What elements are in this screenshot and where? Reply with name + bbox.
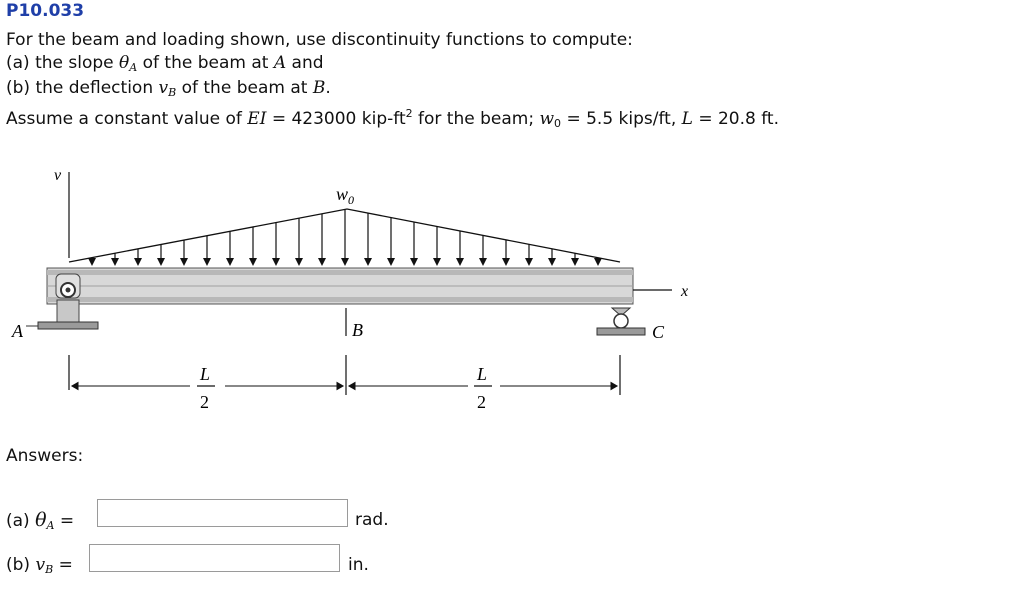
answer-b-label: (b) $v_B$ = — [6, 555, 73, 576]
svg-text:L: L — [200, 364, 211, 384]
load-arrow-head — [318, 258, 326, 266]
load-arrow-head — [203, 258, 211, 266]
load-arrow-head — [410, 258, 418, 266]
load-arrow-head — [111, 258, 119, 266]
svg-text:2: 2 — [200, 392, 209, 412]
dim-label-right — [474, 364, 492, 412]
load-arrow-head — [433, 258, 441, 266]
svg-text:2: 2 — [477, 392, 486, 412]
problem-statement-line1: For the beam and loading shown, use discontinuity functions to compute: — [6, 30, 633, 50]
load-arrow-head — [249, 258, 257, 266]
problem-statement-line3: (b) the deflection $v_B$ of the beam at B. — [6, 78, 331, 99]
answers-heading: Answers: — [6, 446, 84, 466]
deflection-b-unit: in. — [348, 555, 369, 575]
x-axis-label: x — [681, 283, 689, 300]
point-c-label: C — [652, 322, 665, 342]
load-arrow-head — [594, 258, 602, 266]
load-arrow-head — [571, 258, 579, 266]
svg-text:L: L — [477, 364, 488, 384]
load-arrow-head — [134, 258, 142, 266]
load-arrow-head — [479, 258, 487, 266]
load-arrow-head — [88, 258, 96, 266]
load-arrow-head — [341, 258, 349, 266]
slope-a-input[interactable] — [97, 499, 348, 527]
problem-statement-line2: (a) the slope $\theta_A$ of the beam at A and — [6, 53, 324, 74]
load-arrow-head — [157, 258, 165, 266]
load-arrow-head — [295, 258, 303, 266]
load-arrow-head — [548, 258, 556, 266]
v-axis-label: v — [54, 167, 62, 184]
load-arrow-head — [180, 258, 188, 266]
load-arrow-head — [226, 258, 234, 266]
point-a-label: A — [12, 321, 23, 341]
load-arrow-head — [525, 258, 533, 266]
load-arrows — [88, 209, 602, 266]
problem-statement-line4: Assume a constant value of EI = 423000 kip-$ft^2$ for the beam; $w_0 = 5.5$ kips/ft, L = 20.8 ft. — [6, 107, 779, 130]
load-arrow-head — [456, 258, 464, 266]
load-arrow-head — [387, 258, 395, 266]
answer-a-label: (a) $\theta_A$ = — [6, 509, 75, 532]
point-b-label: B — [352, 320, 363, 340]
deflection-b-input[interactable] — [89, 544, 340, 572]
load-label: $w_0$ — [336, 184, 355, 207]
load-arrow-head — [272, 258, 280, 266]
problem-id: P10.033 — [6, 1, 85, 21]
dim-label-left — [197, 364, 215, 412]
slope-a-unit: rad. — [355, 510, 389, 530]
roller-support-c — [597, 308, 645, 335]
load-arrow-head — [364, 258, 372, 266]
load-arrow-head — [502, 258, 510, 266]
beam-diagram — [0, 150, 720, 425]
